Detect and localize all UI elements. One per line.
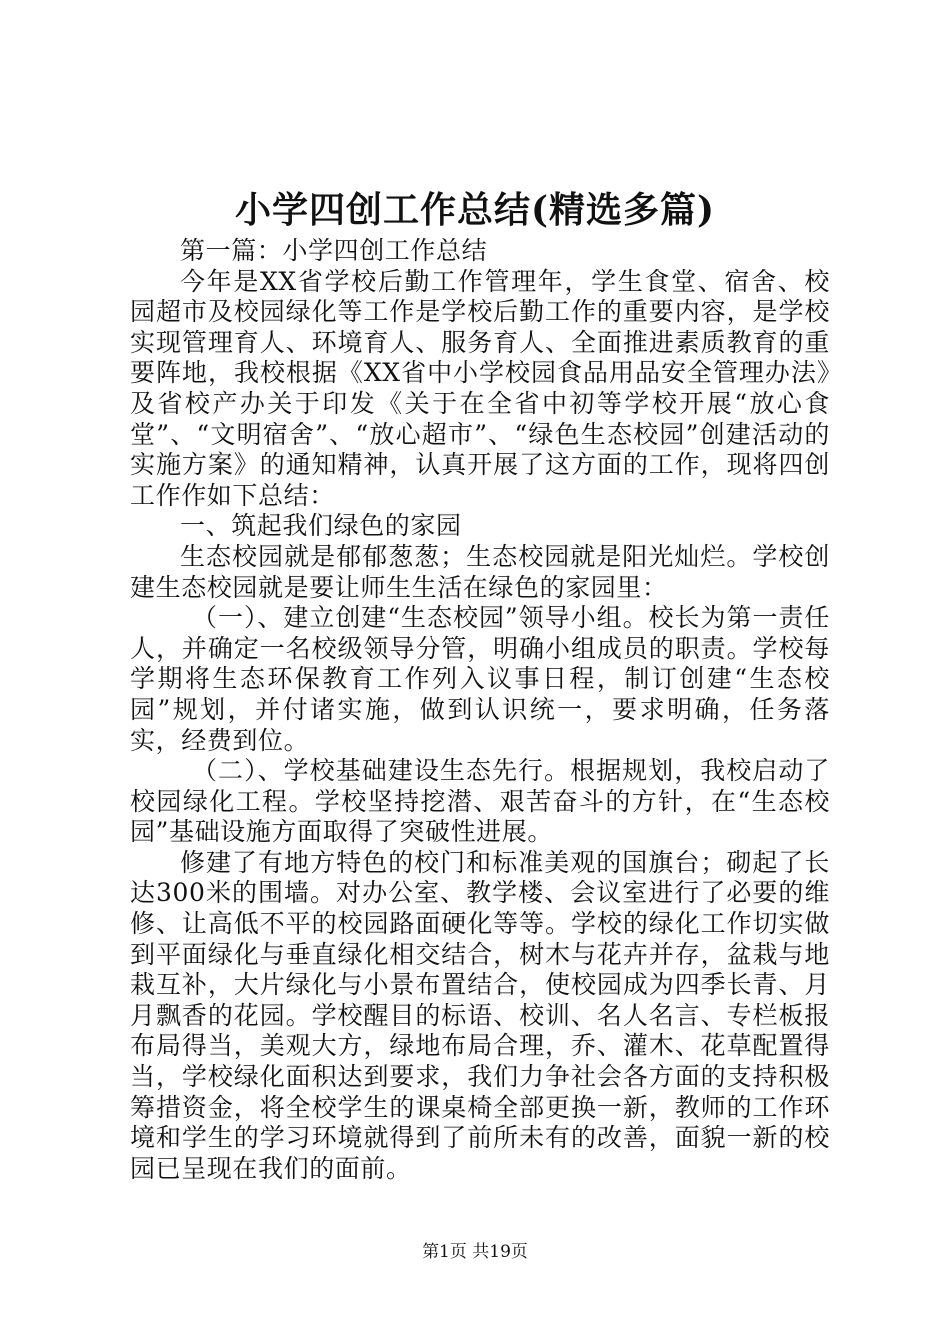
document-body bbox=[130, 236, 830, 1184]
subsection-heading: 一、筑起我们绿色的家园 bbox=[180, 511, 462, 541]
intro-paragraph: 今年是XX省学校后勤工作管理年，学生食堂、宿舍、校园超市及校园绿化等工作是学校后勤工作的重要内容，是学校实现管理育人、环境育人、服务育人、全面推进素质教育的重要阵地，我校根据《XX省中小学校园食品用品安全管理办法》及省校产办关于印发《关于在全省中初等学校开展“放心食堂”、“文明宿舍”、“放心超市”、“绿色生态校园”创建活动的实施方案》的通知精神，认真开展了这方面的工作，现将四创工作作如下总结： bbox=[130, 266, 830, 510]
body-paragraph: 生态校园就是郁郁葱葱；生态校园就是阳光灿烂。学校创建生态校园就是要让师生生活在绿色的家园里： bbox=[130, 541, 830, 602]
page-footer: 第1页 共19页 bbox=[422, 1242, 528, 1262]
list-item-paragraph: （二）、学校基础建设生态先行。根据规划，我校启动了校园绿化工程。学校坚持挖潜、艰苦奋斗的方针，在“生态校园”基础设施方面取得了突破性进展。 bbox=[130, 756, 830, 847]
section-heading: 第一篇：小学四创工作总结 bbox=[180, 236, 488, 265]
document-title: 小学四创工作总结(精选多篇) bbox=[234, 189, 716, 231]
body-paragraph: 修建了有地方特色的校门和标准美观的国旗台；砌起了长达300米的围墙。对办公室、教学楼、会议室进行了必要的维修、让高低不平的校园路面硬化等等。学校的绿化工作切实做到平面绿化与垂直绿化相交结合，树木与花卉并存，盆栽与地栽互补，大片绿化与小景布置结合，使校园成为四季长青、月月飘香的花园。学校醒目的标语、校训、名人名言、专栏板报布局得当，美观大方，绿地布局合理，乔、灌木、花草配置得当，学校绿化面积达到要求，我们力争社会各方面的支持积极筹措资金，将全校学生的课桌椅全部更换一新，教师的工作环境和学生的学习环境就得到了前所未有的改善，面貌一新的校园已呈现在我们的面前。 bbox=[130, 847, 830, 1183]
list-item-paragraph: （一）、建立创建“生态校园”领导小组。校长为第一责任人，并确定一名校级领导分管，明确小组成员的职责。学校每学期将生态环保教育工作列入议事日程，制订创建“生态校园”规划，并付诸实施，做到认识统一，要求明确，任务落实，经费到位。 bbox=[130, 603, 830, 755]
